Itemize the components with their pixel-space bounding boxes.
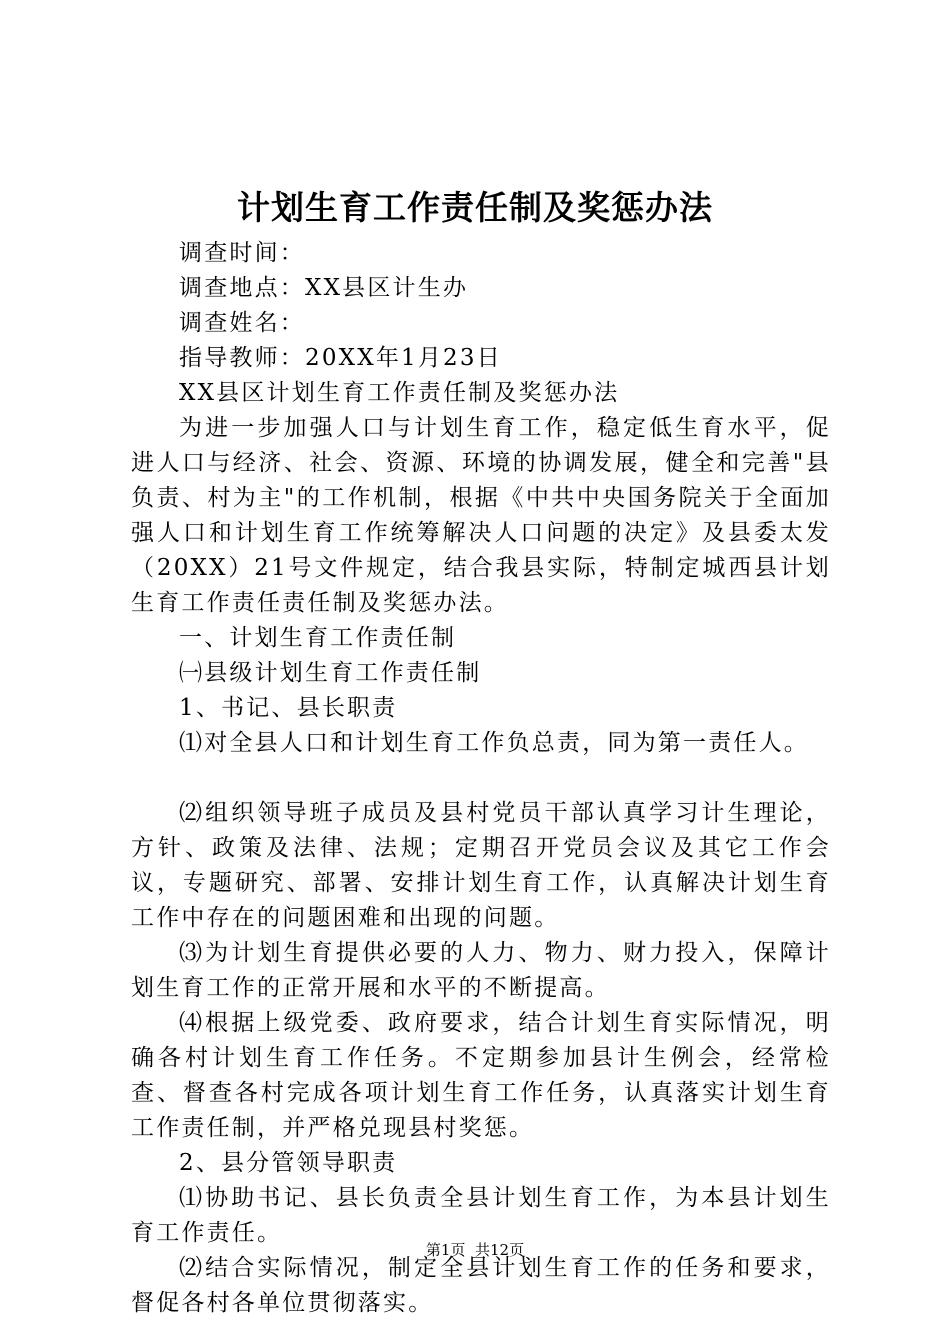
intro-paragraph: 为进一步加强人口与计划生育工作，稳定低生育水平，促进人口与经济、社会、资源、环境的协调发展，健全和完善"县负责、村为主"的工作机制，根据《中共中央国务院关于全面加强人口和计划生育工作统筹解决人口问题的决定》及县委太发（20XX）21号文件规定，结合我县实际，特制定城西县计划生育工作责任责任制及奖惩办法。 <box>131 415 831 616</box>
advisor-line: 指导教师：20XX年1月23日 <box>179 345 502 371</box>
document-title: 计划生育工作责任制及奖惩办法 <box>237 188 713 227</box>
item-heading: 2、县分管领导职责 <box>179 1150 398 1176</box>
survey-name-line: 调查姓名： <box>179 310 305 336</box>
paragraph: ⑷根据上级党委、政府要求，结合计划生育实际情况，明确各村计划生育工作任务。不定期参加县计生例会，经常检查、督查各村完成各项计划生育工作任务，认真落实计划生育工作责任制，并严格兑现县村奖惩。 <box>131 1010 831 1141</box>
blank-line <box>131 761 831 796</box>
subtitle-line: XX县区计划生育工作责任制及奖惩办法 <box>179 380 620 406</box>
paragraph: ⑴协助书记、县长负责全县计划生育工作，为本县计划生育工作责任。 <box>131 1185 831 1246</box>
page-total: 共12页 <box>475 1241 525 1259</box>
paragraph: ⑶为计划生育提供必要的人力、物力、财力投入，保障计划生育工作的正常开展和水平的不断提高。 <box>131 940 831 1001</box>
page-footer <box>0 1240 950 1260</box>
section-heading: 一、计划生育工作责任制 <box>179 625 457 651</box>
item-heading: 1、书记、县长职责 <box>179 695 398 721</box>
paragraph: ⑵结合实际情况，制定全县计划生育工作的任务和要求，督促各村各单位贯彻落实。 <box>131 1255 831 1316</box>
page-number: 第1页 <box>425 1241 466 1259</box>
paragraph: ⑵组织领导班子成员及县村党员干部认真学习计生理论，方针、政策及法律、法规；定期召开党员会议及其它工作会议，专题研究、部署、安排计划生育工作，认真解决计划生育工作中存在的问题困难和出现的问题。 <box>131 800 831 931</box>
paragraph: ⑴对全县人口和计划生育工作负总责，同为第一责任人。 <box>179 730 809 756</box>
survey-location-line: 调查地点：XX县区计生办 <box>179 275 469 301</box>
survey-time-line: 调查时间： <box>179 240 305 266</box>
subsection-heading: ㈠县级计划生育工作责任制 <box>179 660 482 686</box>
document-body <box>131 236 831 1321</box>
